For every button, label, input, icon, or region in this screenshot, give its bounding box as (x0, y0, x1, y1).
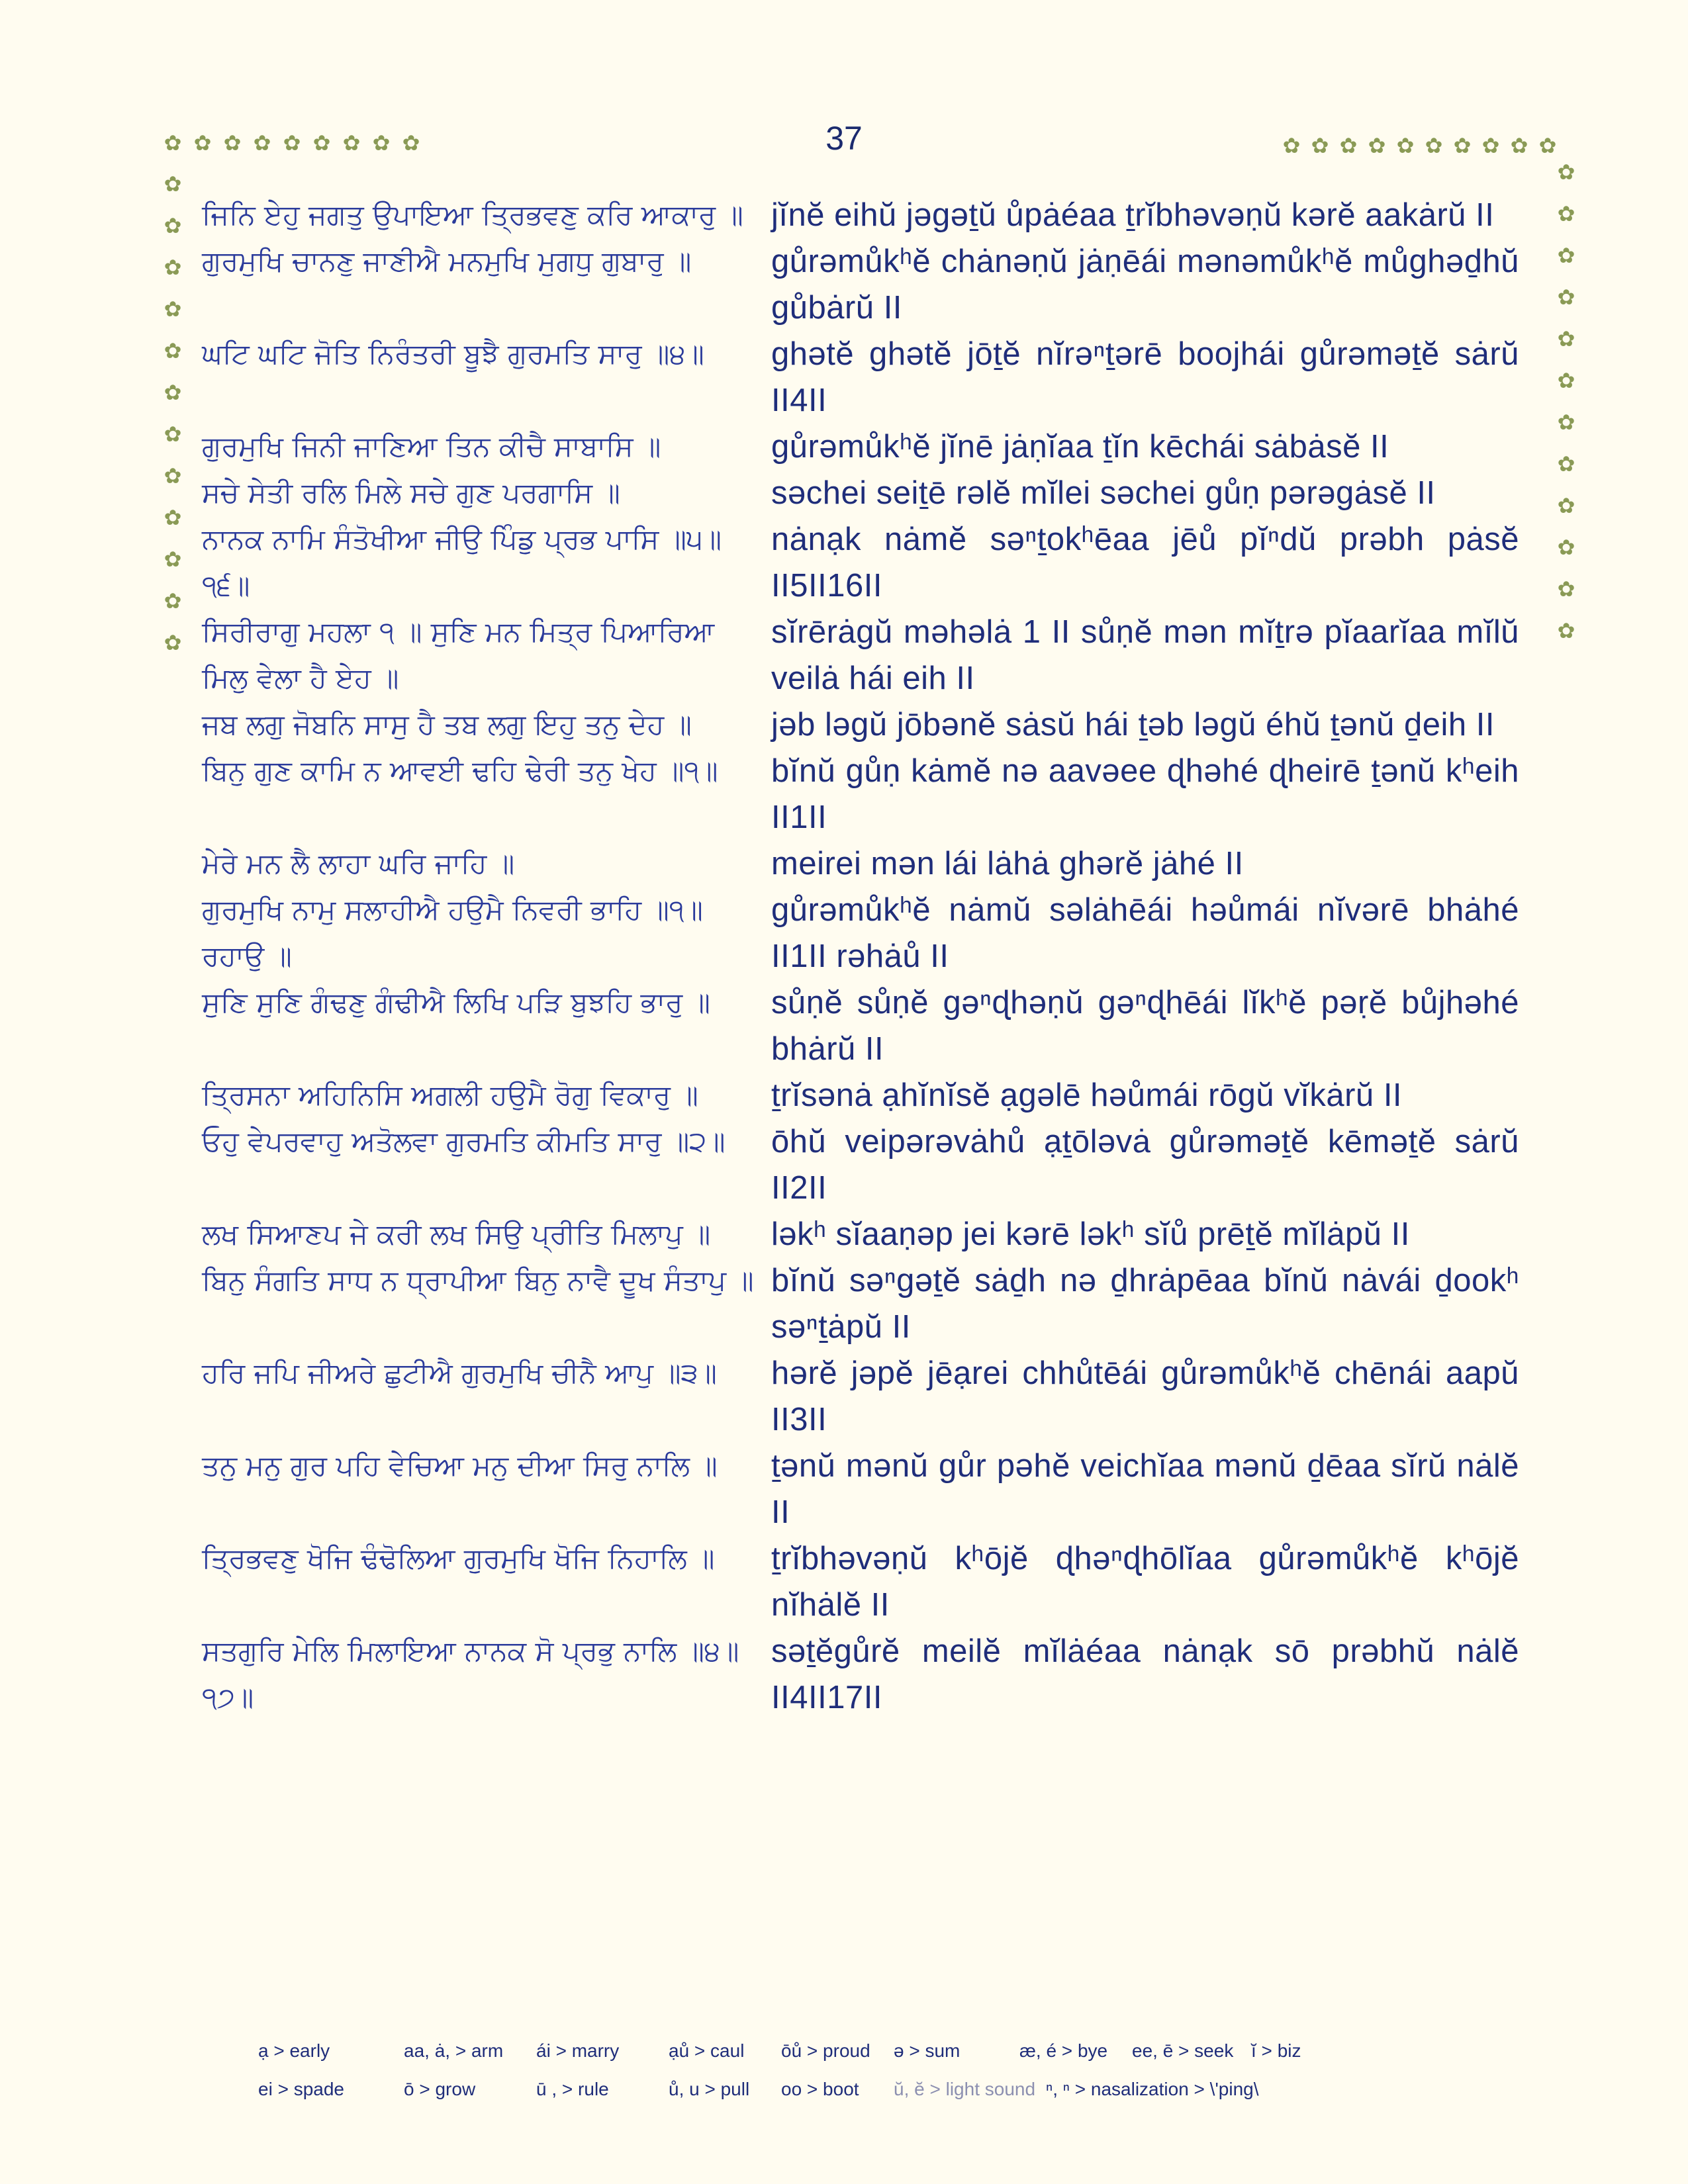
flower-icon: ✿ (402, 130, 420, 156)
verse-row (202, 331, 1519, 424)
legend-item: ů, u > pull (669, 2079, 750, 2099)
flower-icon: ✿ (372, 130, 391, 156)
flower-icon: ✿ (312, 130, 331, 156)
transliteration-line: ghətĕ ghətĕ jōṯĕ nĭrəⁿṯərē boojhái gůrəməṯĕ sȧrŭ II4II (771, 336, 1519, 418)
flower-icon: ✿ (164, 338, 182, 363)
gurmukhi-line: ਤ੍ਰਿਸਨਾ ਅਹਿਨਿਸਿ ਅਗਲੀ ਹਉਮੈ ਰੋਗੁ ਵਿਕਾਰੁ ॥ (202, 1079, 698, 1111)
verse-row (202, 1118, 1519, 1211)
flower-icon: ✿ (164, 588, 182, 614)
verse-row (202, 424, 1519, 470)
pronunciation-legend (258, 2032, 1516, 2109)
flower-icon: ✿ (1557, 243, 1575, 268)
flower-icon: ✿ (1557, 410, 1575, 435)
transliteration-line: gůrəmůkʰĕ chȧnəṇŭ jȧṇēái mənəmůkʰĕ můghəḏhŭ gůbȧrŭ II (771, 244, 1519, 326)
verse-row (202, 1211, 1519, 1257)
transliteration-line: nȧnạk nȧmĕ səⁿṯokʰēaa jēů pĭⁿdŭ prəbh pȧsĕ II5II16II (771, 522, 1519, 604)
transliteration-line: səṯĕgůrĕ meilĕ mĭlȧéaa nȧnạk sō prəbhŭ nȧlĕ II4II17II (771, 1633, 1519, 1715)
transliteration-line: ṯrĭsənȧ ạhĭnĭsĕ ạgəlē həůmái rōgŭ vĭkȧrŭ II (771, 1077, 1403, 1113)
transliteration-line: ṯənŭ mənŭ gůr pəhĕ veichĭaa mənŭ ḏēaa sĭrŭ nȧlĕ II (771, 1448, 1519, 1530)
flower-icon: ✿ (1453, 133, 1472, 158)
gurmukhi-line: ਤ੍ਰਿਭਵਣੁ ਖੋਜਿ ਢੰਢੋਲਿਆ ਗੁਰਮੁਖਿ ਖੋਜਿ ਨਿਹਾਲਿ ॥ (202, 1542, 715, 1574)
transliteration-line: jĭnĕ eihŭ jəgəṯŭ ůpȧéaa ṯrĭbhəvəṇŭ kərĕ aakȧrŭ II (771, 197, 1495, 233)
legend-item: æ, é > bye (1019, 2040, 1108, 2061)
flower-icon: ✿ (1557, 451, 1575, 477)
flower-icon: ✿ (164, 255, 182, 280)
gurmukhi-line: ਜਿਨਿ ਏਹੁ ਜਗਤੁ ਉਪਾਇਆ ਤ੍ਰਿਭਵਣੁ ਕਰਿ ਆਕਾਰੁ ॥ (202, 199, 743, 231)
gurmukhi-line: ਬਿਨੁ ਸੰਗਤਿ ਸਾਧ ਨ ਧ੍ਰਾਪੀਆ ਬਿਨੁ ਨਾਵੈ ਦੂਖ ਸੰਤਾਪੁ ॥ (202, 1264, 754, 1297)
flower-icon: ✿ (1396, 133, 1415, 158)
flower-icon: ✿ (1425, 133, 1443, 158)
gurmukhi-line: ਨਾਨਕ ਨਾਮਿ ਸੰਤੋਖੀਆ ਜੀਉ ਪਿੰਡੁ ਪ੍ਰਭ ਪਾਸਿ ॥੫॥੧੬॥ (202, 523, 722, 602)
verse-row (202, 1257, 1519, 1350)
flower-icon: ✿ (253, 130, 271, 156)
flower-icon: ✿ (164, 422, 182, 447)
gurmukhi-line: ਓਹੁ ਵੇਪਰਵਾਹੁ ਅਤੋਲਵਾ ਗੁਰਮਤਿ ਕੀਮਤਿ ਸਾਰੁ ॥੨॥ (202, 1125, 726, 1158)
verse-row (202, 887, 1519, 979)
flower-icon: ✿ (164, 380, 182, 405)
flower-icon: ✿ (342, 130, 361, 156)
gurmukhi-line: ਜਬ ਲਗੁ ਜੋਬਨਿ ਸਾਸੁ ਹੈ ਤਬ ਲਗੁ ਇਹੁ ਤਨੁ ਦੇਹ ॥ (202, 708, 692, 741)
verse-row (202, 470, 1519, 516)
flower-icon: ✿ (164, 171, 182, 197)
flower-icon: ✿ (1557, 159, 1575, 185)
gurmukhi-line: ਗੁਰਮੁਖਿ ਨਾਮੁ ਸਲਾਹੀਐ ਹਉਮੈ ਨਿਵਰੀ ਭਾਹਿ ॥੧॥ ਰਹਾਉ ॥ (202, 893, 703, 972)
flower-icon: ✿ (164, 547, 182, 572)
verse-row (202, 1535, 1519, 1628)
verse-row (202, 748, 1519, 841)
verse-row (202, 1443, 1519, 1535)
gurmukhi-line: ਸੁਣਿ ਸੁਣਿ ਗੰਢਣੁ ਗੰਢੀਐ ਲਿਖਿ ਪੜਿ ਬੁਝਹਿ ਭਾਰੁ ॥ (202, 986, 710, 1019)
flower-icon: ✿ (1311, 133, 1329, 158)
legend-item: ō > grow (404, 2079, 476, 2099)
transliteration-line: bĭnŭ gůṇ kȧmĕ nə aavəee ɖhəhé ɖheirē ṯənŭ kʰeih II1II (771, 753, 1519, 835)
transliteration-line: meirei mən lái lȧhȧ ghərĕ jȧhé II (771, 846, 1244, 882)
legend-item: ŭ, ĕ > light sound (894, 2079, 1036, 2099)
gurmukhi-line: ਗੁਰਮੁਖਿ ਜਿਨੀ ਜਾਣਿਆ ਤਿਨ ਕੀਚੈ ਸਾਬਾਸਿ ॥ (202, 430, 661, 463)
gurmukhi-line: ਤਨੁ ਮਨੁ ਗੁਰ ਪਹਿ ਵੇਚਿਆ ਮਨੁ ਦੀਆ ਸਿਰੁ ਨਾਲਿ ॥ (202, 1449, 718, 1482)
verse-row (202, 702, 1519, 748)
transliteration-line: gůrəmůkʰĕ nȧmŭ səlȧhēái həůmái nĭvərē bhȧhé II1II rəhȧů II (771, 892, 1519, 974)
legend-item: ee, ē > seek (1132, 2040, 1234, 2061)
transliteration-line: gůrəmůkʰĕ jĭnē jȧṇĭaa ṯĭn kēchái sȧbȧsĕ II (771, 429, 1389, 465)
flower-icon: ✿ (223, 130, 242, 156)
transliteration-line: ṯrĭbhəvəṇŭ kʰōjĕ ɖhəⁿɖhōlĭaa gůrəmůkʰĕ kʰōjĕ nĭhȧlĕ II (771, 1541, 1519, 1623)
flower-icon: ✿ (164, 505, 182, 530)
legend-item: ei > spade (258, 2079, 344, 2099)
flower-icon: ✿ (1368, 133, 1386, 158)
gurmukhi-line: ਗੁਰਮੁਖਿ ਚਾਨਣੁ ਜਾਣੀਐ ਮਨਮੁਖਿ ਮੁਗਧੁ ਗੁਬਾਰੁ ॥ (202, 245, 692, 277)
flower-icon: ✿ (164, 630, 182, 655)
flower-icon: ✿ (1538, 133, 1557, 158)
flower-icon: ✿ (283, 130, 301, 156)
flower-icon: ✿ (164, 213, 182, 238)
verse-row (202, 1072, 1519, 1118)
legend-item: ū , > rule (536, 2079, 609, 2099)
verse-row (202, 1628, 1519, 1721)
flower-icon: ✿ (1481, 133, 1500, 158)
transliteration-line: bĭnŭ səⁿgəṯĕ sȧḏh nə ḏhrȧpēaa bĭnŭ nȧvái ḏookʰ səⁿṯȧpŭ II (771, 1263, 1519, 1345)
flower-icon: ✿ (1557, 201, 1575, 226)
gurmukhi-line: ਮੇਰੇ ਮਨ ਲੈ ਲਾਹਾ ਘਰਿ ਜਾਹਿ ॥ (202, 847, 515, 880)
flower-icon: ✿ (1510, 133, 1528, 158)
flower-icon: ✿ (164, 130, 182, 156)
gurmukhi-line: ਸਤਗੁਰਿ ਮੇਲਿ ਮਿਲਾਇਆ ਨਾਨਕ ਸੋ ਪ੍ਰਭੁ ਨਾਲਿ ॥੪॥੧੭॥ (202, 1635, 739, 1713)
gurmukhi-line: ਬਿਨੁ ਗੁਣ ਕਾਮਿ ਨ ਆਵਈ ਢਹਿ ਢੇਰੀ ਤਨੁ ਖੇਹ ॥੧॥ (202, 754, 718, 787)
verse-row (202, 238, 1519, 331)
transliteration-line: sůṇĕ sůṇĕ gəⁿɖhəṇŭ gəⁿɖhēái lĭkʰĕ pəṛĕ bůjhəhé bhȧrŭ II (771, 985, 1519, 1067)
legend-item: ōů > proud (781, 2040, 870, 2061)
verse-row (202, 609, 1519, 702)
gurmukhi-line: ਹਰਿ ਜਪਿ ਜੀਅਰੇ ਛੁਟੀਐ ਗੁਰਮੁਖਿ ਚੀਨੈ ਆਪੁ ॥੩॥ (202, 1357, 717, 1389)
verse-row (202, 841, 1519, 887)
legend-row (258, 2032, 1516, 2070)
gurmukhi-line: ਲਖ ਸਿਆਣਪ ਜੇ ਕਰੀ ਲਖ ਸਿਉ ਪ੍ਰੀਤਿ ਮਿਲਾਪੁ ॥ (202, 1218, 711, 1250)
legend-item: oo > boot (781, 2079, 859, 2099)
legend-item: aa, ȧ, > arm (404, 2040, 504, 2061)
gurmukhi-line: ਸਿਰੀਰਾਗੁ ਮਹਲਾ ੧ ॥ ਸੁਣਿ ਮਨ ਮਿਤ੍ਰ ਪਿਆਰਿਆ ਮਿਲੁ ਵੇਲਾ ਹੈ ਏਹ ॥ (202, 615, 715, 694)
flower-icon: ✿ (1557, 285, 1575, 310)
flower-icon: ✿ (1339, 133, 1358, 158)
transliteration-line: səchei seiṯē rəlĕ mĭlei səchei gůṇ pərəgȧsĕ II (771, 475, 1436, 511)
transliteration-line: jəb ləgŭ jōbənĕ sȧsŭ hái ṯəb ləgŭ éhŭ ṯənŭ ḏeih II (771, 707, 1495, 743)
flower-icon: ✿ (164, 463, 182, 488)
legend-item: ĭ > biz (1251, 2040, 1301, 2061)
transliteration-line: ōhŭ veipərəvȧhů ạṯōləvȧ gůrəməṯĕ kēməṯĕ sȧrŭ II2II (771, 1124, 1519, 1206)
transliteration-line: ləkʰ sĭaaṇəp jei kərē ləkʰ sĭů prēṯĕ mĭlȧpŭ II (771, 1216, 1410, 1252)
flower-icon: ✿ (1557, 326, 1575, 351)
flower-icon: ✿ (193, 130, 212, 156)
legend-item: ə > sum (894, 2040, 961, 2061)
flower-icon: ✿ (1557, 368, 1575, 393)
flower-icon: ✿ (1557, 618, 1575, 643)
transliteration-line: sĭrērȧgŭ məhəlȧ 1 II sůṇĕ mən mĭṯrə pĭaarĭaa mĭlŭ veilȧ hái eih II (771, 614, 1519, 696)
legend-item: ạů > caul (669, 2040, 745, 2061)
gurmukhi-line: ਸਚੇ ਸੇਤੀ ਰਲਿ ਮਿਲੇ ਸਚੇ ਗੁਣ ਪਰਗਾਸਿ ॥ (202, 477, 620, 509)
flower-icon: ✿ (164, 296, 182, 322)
flower-icon: ✿ (1557, 493, 1575, 518)
verse-row (202, 192, 1519, 238)
legend-item: ái > marry (536, 2040, 620, 2061)
transliteration-line: hərĕ jəpĕ jēạrei chhůtēái gůrəmůkʰĕ chēnái aapŭ II3II (771, 1355, 1519, 1437)
verse-table (202, 192, 1519, 1721)
verse-row (202, 1350, 1519, 1443)
verse-row (202, 516, 1519, 609)
flower-icon: ✿ (1282, 133, 1301, 158)
legend-item: ạ > early (258, 2040, 330, 2061)
flower-icon: ✿ (1557, 576, 1575, 602)
page-number: 37 (825, 120, 863, 157)
legend-item: ⁿ, ⁿ > nasalization > \'ping\ (1046, 2079, 1259, 2099)
gurmukhi-line: ਘਟਿ ਘਟਿ ਜੋਤਿ ਨਿਰੰਤਰੀ ਬੂਝੈ ਗੁਰਮਤਿ ਸਾਰੁ ॥੪॥ (202, 338, 704, 370)
verse-row (202, 979, 1519, 1072)
flower-icon: ✿ (1557, 535, 1575, 560)
legend-row (258, 2070, 1516, 2109)
